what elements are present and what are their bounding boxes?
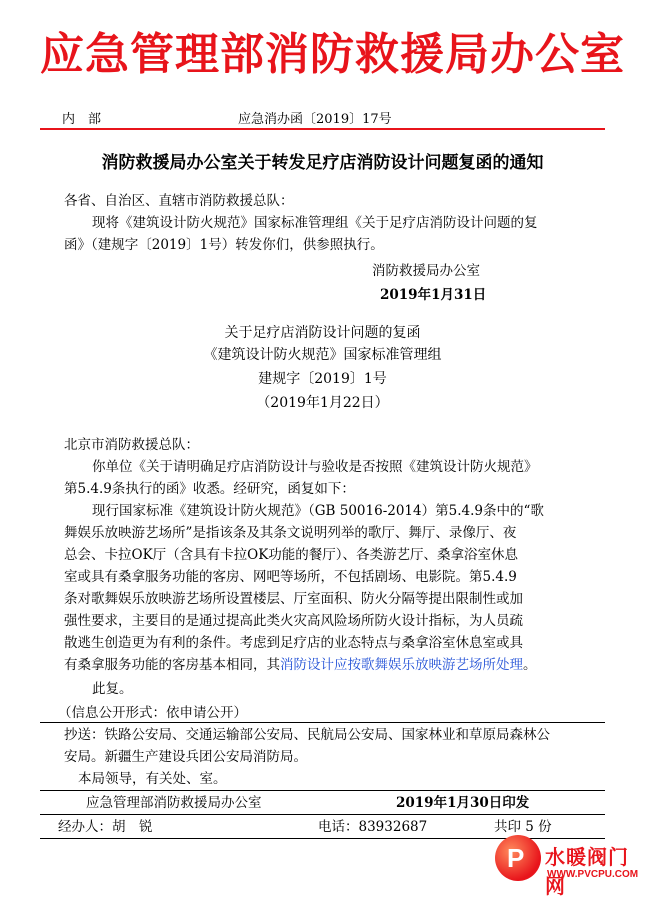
footer-divider	[40, 790, 605, 791]
cc-line: 抄送：铁路公安局、交通运输部公安局、民航局公安局、国家林业和草原局森林公	[64, 727, 550, 743]
disclosure-note: （信息公开形式：依申请公开）	[58, 705, 247, 721]
reply-body-text: 。	[523, 657, 537, 673]
footer-divider	[40, 814, 605, 815]
notice-date: 2019年1月31日	[380, 287, 487, 303]
reply-ref: 建规字〔2019〕1号	[258, 371, 387, 387]
footer-divider	[40, 722, 605, 723]
reply-body-line: 条对歌舞娱乐放映游艺场所设置楼层、厅室面积、防火分隔等提出限制性或加	[64, 591, 523, 607]
reply-body-line	[64, 654, 537, 676]
reply-org: 《建筑设计防火规范》国家标准管理组	[203, 347, 442, 363]
reply-addressee: 北京市消防救援总队：	[64, 437, 199, 453]
reply-body-line: 你单位《关于请明确足疗店消防设计与验收是否按照《建筑设计防火规范》	[92, 459, 538, 475]
phone: 电话：83932687	[318, 819, 428, 835]
highlighted-conclusion: 消防设计应按歌舞娱乐放映游艺场所处理	[280, 657, 523, 673]
notice-body-line: 现将《建筑设计防火规范》国家标准管理组《关于足疗店消防设计问题的复	[92, 215, 538, 231]
watermark-site-url: WWW.PVCPU.COM	[547, 869, 639, 880]
reply-body-text: 有桑拿服务功能的客房基本相同，其	[64, 657, 280, 673]
notice-addressee: 各省、自治区、直辖市消防救援总队：	[64, 193, 294, 209]
reply-body-line: 总会、卡拉OK厅（含具有卡拉OK功能的餐厅）、各类游艺厅、桑拿浴室休息	[64, 547, 519, 563]
internal-cc: 本局领导，有关处、室。	[78, 771, 227, 787]
issuing-office-title: 应急管理部消防救援局办公室	[40, 29, 625, 80]
document-number: 应急消办函〔2019〕17号	[238, 112, 392, 127]
site-watermark	[495, 835, 645, 896]
handler: 经办人：胡 锐	[58, 819, 153, 835]
notice-body-line: 函》（建规字〔2019〕1号）转发你们，供参照执行。	[64, 237, 384, 253]
reply-body-line: 现行国家标准《建筑设计防火规范》（GB 50016-2014）第5.4.9条中的“歌	[92, 503, 544, 519]
watermark-logo-icon	[495, 835, 541, 881]
internal-label: 内 部	[62, 112, 102, 127]
issuer: 应急管理部消防救援局办公室	[86, 795, 262, 811]
notice-signature: 消防救援局办公室	[372, 263, 480, 279]
reply-body-line: 第5.4.9条执行的函》收悉。经研究，函复如下：	[64, 481, 355, 497]
cc-line: 安局。新疆生产建设兵团公安局消防局。	[64, 749, 307, 765]
reply-body-line: 散逃生创造更为有利的条件。考虑到足疗店的业态特点与桑拿浴室休息室或具	[64, 635, 523, 651]
reply-body-line: 舞娱乐放映游艺场所”是指该条及其条文说明列举的歌厅、舞厅、录像厅、夜	[64, 525, 517, 541]
copies: 共印 5 份	[494, 819, 552, 835]
notice-title: 消防救援局办公室关于转发足疗店消防设计问题复函的通知	[101, 153, 544, 173]
reply-closing: 此复。	[92, 681, 133, 697]
header-divider	[40, 128, 605, 130]
watermark-site-name: 水暖阀门网	[545, 845, 629, 898]
reply-body-line: 强性要求，主要目的是通过提高此类火灾高风险场所防火设计指标，为人员疏	[64, 613, 523, 629]
reply-body-line: 室或具有桑拿服务功能的客房、网吧等场所，不包括剧场、电影院。第5.4.9	[64, 569, 517, 585]
watermark-logo-letter: P	[507, 843, 525, 873]
print-date: 2019年1月30日印发	[396, 795, 530, 811]
reply-date: （2019年1月22日）	[256, 395, 389, 411]
reply-heading: 关于足疗店消防设计问题的复函	[224, 325, 421, 341]
